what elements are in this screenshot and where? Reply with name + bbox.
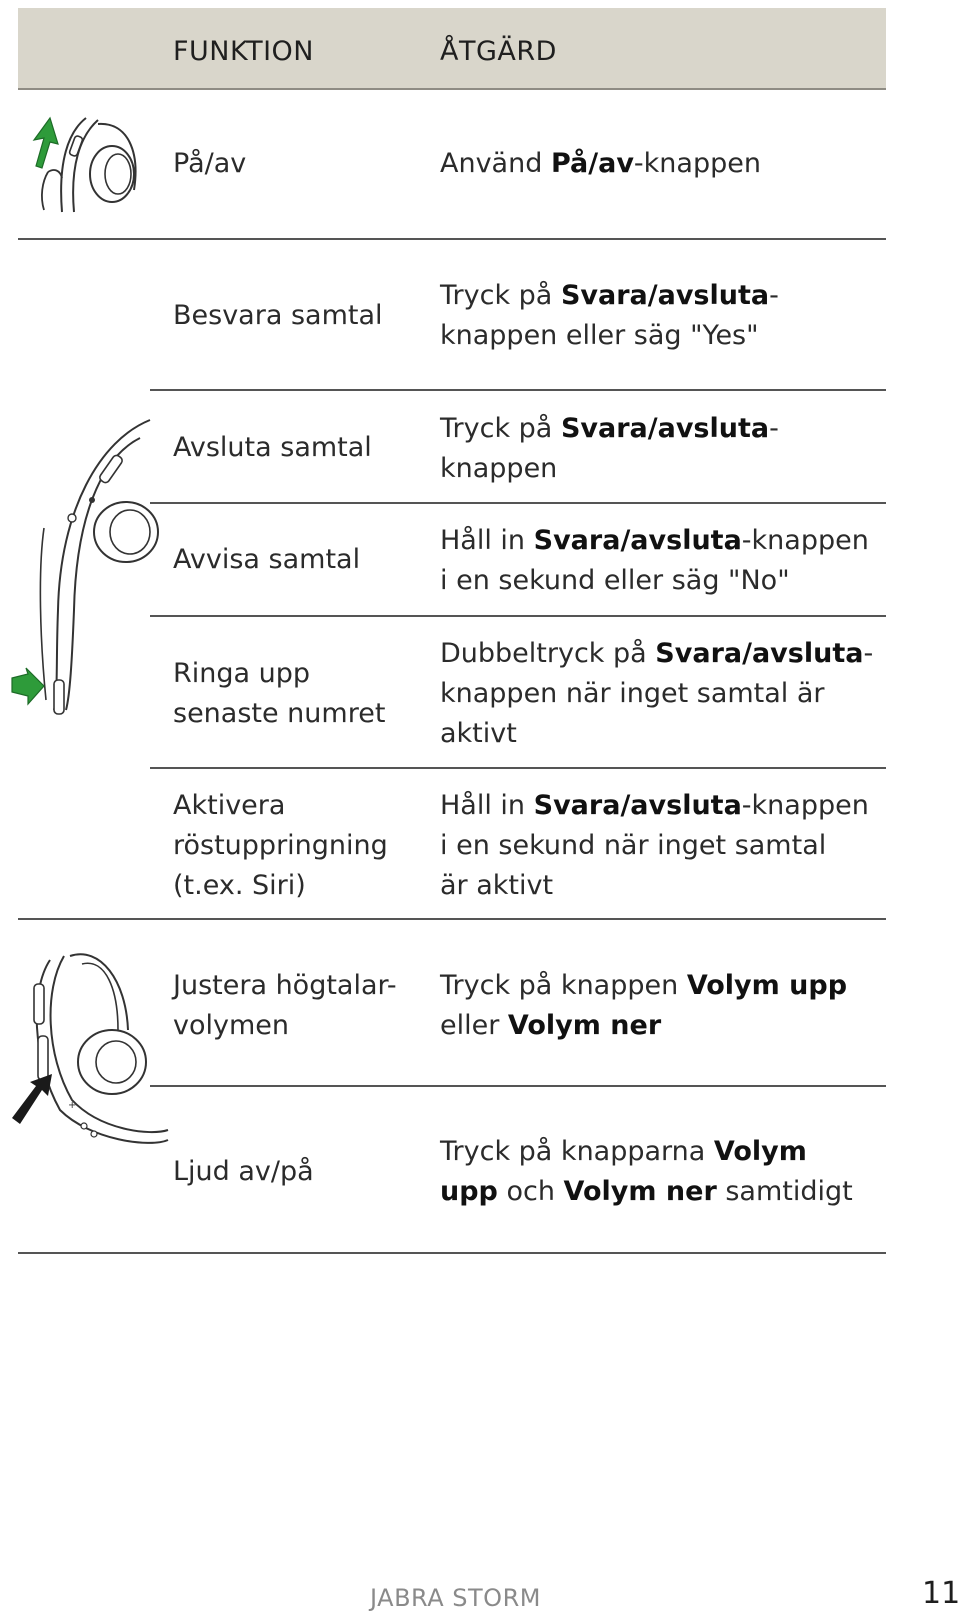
- action-emphasis: Svara/avsluta: [655, 638, 864, 669]
- function-text: volymen: [173, 1010, 290, 1041]
- action-emphasis: Svara/avsluta: [560, 413, 770, 444]
- action-text: knappen när inget samtal är: [440, 678, 825, 709]
- action-text: -knappen: [741, 790, 869, 821]
- action-cell: [440, 409, 779, 489]
- function-cell: [173, 1152, 314, 1192]
- function-cell: [173, 966, 397, 1046]
- action-text: -: [769, 413, 779, 444]
- action-text: i en sekund när inget samtal: [440, 830, 827, 861]
- function-text: Avsluta samtal: [173, 432, 372, 463]
- row-divider: [150, 389, 886, 391]
- action-text: -: [863, 638, 874, 669]
- action-text: Dubbeltryck på: [440, 638, 656, 669]
- action-text: Håll in: [440, 790, 534, 821]
- function-cell: [173, 144, 246, 184]
- action-emphasis: Volym upp: [686, 970, 848, 1001]
- function-text: senaste numret: [173, 698, 386, 729]
- volume-illustration: [10, 950, 170, 1150]
- action-text: Tryck på knappen: [440, 970, 687, 1001]
- action-text: är aktivt: [440, 870, 554, 901]
- action-emphasis: Svara/avsluta: [533, 790, 742, 821]
- action-text: eller: [440, 1010, 508, 1041]
- action-text: Tryck på: [440, 413, 561, 444]
- action-text: -knappen: [633, 148, 761, 179]
- power-illustration: [28, 112, 148, 216]
- action-cell: [440, 786, 869, 906]
- action-text: Håll in: [440, 525, 534, 556]
- row-divider: [18, 1252, 886, 1254]
- action-text: knappen: [440, 453, 558, 484]
- function-cell: [173, 786, 388, 906]
- header-action: ÅTGÄRD: [440, 36, 557, 67]
- page-number: 11: [922, 1576, 960, 1611]
- row-divider: [150, 1085, 886, 1087]
- row-divider: [150, 615, 886, 617]
- row-divider: [150, 767, 886, 769]
- function-text: Besvara samtal: [173, 300, 383, 331]
- function-text: röstuppringning: [173, 830, 388, 861]
- action-emphasis: Svara/avsluta: [560, 280, 770, 311]
- function-text: Justera högtalar-: [173, 970, 397, 1001]
- function-text: (t.ex. Siri): [173, 870, 306, 901]
- action-cell: [440, 521, 869, 601]
- function-cell: [173, 540, 360, 580]
- action-emphasis: Volym: [713, 1136, 807, 1167]
- function-text: På/av: [173, 148, 247, 179]
- function-cell: [173, 296, 383, 336]
- function-cell: [173, 428, 372, 468]
- header-function: FUNKTION: [173, 36, 315, 67]
- function-text: Ljud av/på: [173, 1156, 314, 1187]
- action-text: Tryck på: [440, 280, 561, 311]
- action-text: samtidigt: [716, 1176, 853, 1207]
- action-cell: [440, 276, 779, 356]
- action-text: knappen eller säg "Yes": [440, 320, 759, 351]
- action-text: Använd: [440, 148, 551, 179]
- action-text: -knappen: [741, 525, 869, 556]
- table-header: [18, 8, 886, 90]
- function-text: Avvisa samtal: [173, 544, 361, 575]
- function-text: Aktivera: [173, 790, 286, 821]
- action-cell: [440, 1132, 853, 1212]
- action-emphasis: På/av: [550, 148, 634, 179]
- action-text: i en sekund eller säg "No": [440, 565, 790, 596]
- action-emphasis: Volym ner: [507, 1010, 662, 1041]
- action-cell: [440, 144, 761, 184]
- action-emphasis: upp: [440, 1176, 498, 1207]
- row-divider: [18, 918, 886, 920]
- row-divider: [18, 238, 886, 240]
- svg-text:+: +: [68, 1100, 77, 1111]
- action-cell: [440, 966, 847, 1046]
- action-text: och: [497, 1176, 564, 1207]
- action-cell: [440, 634, 873, 754]
- footer-brand: JABRA STORM: [370, 1584, 541, 1612]
- action-text: -: [769, 280, 779, 311]
- function-cell: [173, 654, 385, 734]
- action-text: Tryck på knapparna: [440, 1136, 714, 1167]
- answer-end-illustration: [10, 410, 160, 720]
- function-text: Ringa upp: [173, 658, 311, 689]
- action-text: aktivt: [440, 718, 517, 749]
- row-divider: [150, 502, 886, 504]
- action-emphasis: Svara/avsluta: [533, 525, 742, 556]
- action-emphasis: Volym ner: [563, 1176, 717, 1207]
